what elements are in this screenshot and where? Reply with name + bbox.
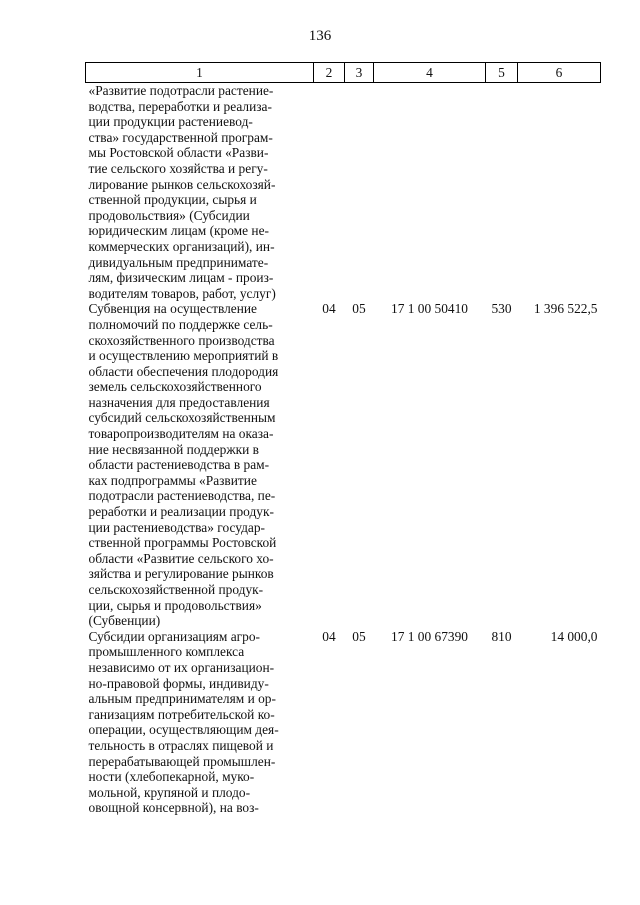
row-description-cell — [86, 629, 314, 816]
row-description-cell — [86, 301, 314, 628]
target-article-code: 17 1 00 50410 — [391, 301, 468, 317]
subsection-code: 05 — [352, 301, 366, 317]
subsection-code: 05 — [352, 628, 366, 644]
amount: 1 396 522,5 — [533, 301, 598, 317]
row-description-cell — [86, 83, 314, 302]
page-number: 136 — [308, 28, 332, 44]
column-header: 2 — [314, 63, 345, 83]
budget-table — [85, 62, 601, 816]
column-header: 6 — [518, 63, 601, 83]
table-row — [86, 629, 601, 816]
expense-type-code — [486, 83, 518, 302]
row-description: Субвенция на осуществление полномочий по поддержке сель- скохозяйственного производства и осуществлению мероприятий в области обеспечения плодородия земель сельскохозяйственного назначения для предоставления субсидий сельскохозяйственным товаропроизводителям на оказа- ние несвязанной поддержки в области растениеводства в рам- ках подпрограммы «Развитие подотрасли растениеводства, пе- реработки и реализации продук- ции растениеводства» государ- ственной программы Ростовской области «Развитие сельского хо- зяйства и регулирование рынков сельскохозяйственной продук- ции, сырья и продовольствия» (Субвенции) — [88, 301, 279, 629]
table-row — [86, 301, 601, 628]
section-code — [314, 83, 345, 302]
header-row — [86, 63, 601, 83]
section-code: 04 — [322, 628, 336, 644]
column-header: 5 — [486, 63, 518, 83]
target-article-code: 17 1 00 67390 — [391, 628, 468, 644]
section-code: 04 — [322, 301, 336, 317]
row-description: «Развитие подотрасли растение- водства, переработки и реализа- ции продукции растениевод- ства» государственной програм- мы Ростовской области «Разви- тие сельского хозяйства и регу- лирование рынков сельскохозяй- ственной продукции, сырья и продовольствия» (Субсидии юридическим лицам (кроме не- коммерческих организаций), ин- дивидуальным предпринимате- лям, физическим лицам - произ- водителям товаров, работ, услуг) — [88, 83, 276, 301]
target-article-code — [374, 83, 486, 302]
expense-type-code: 810 — [491, 628, 512, 644]
column-header: 1 — [86, 63, 314, 83]
row-description: Субсидии организациям агро- промышленного комплекса независимо от их организацион- но-правовой формы, индивиду- альным предпринимателям и ор- ганизациям потребительской ко- операции, осуществляющим дея- тельность в отраслях пищевой и перерабатывающей промышлен- ности (хлебопекарной, муко- мольной, крупяной и плодо- овощной консервной), на воз- — [88, 628, 279, 816]
amount: 14 000,0 — [550, 628, 598, 644]
amount — [518, 83, 601, 302]
table-row — [86, 83, 601, 302]
column-header: 3 — [345, 63, 374, 83]
column-header: 4 — [374, 63, 486, 83]
subsection-code — [345, 83, 374, 302]
expense-type-code: 530 — [491, 301, 512, 317]
